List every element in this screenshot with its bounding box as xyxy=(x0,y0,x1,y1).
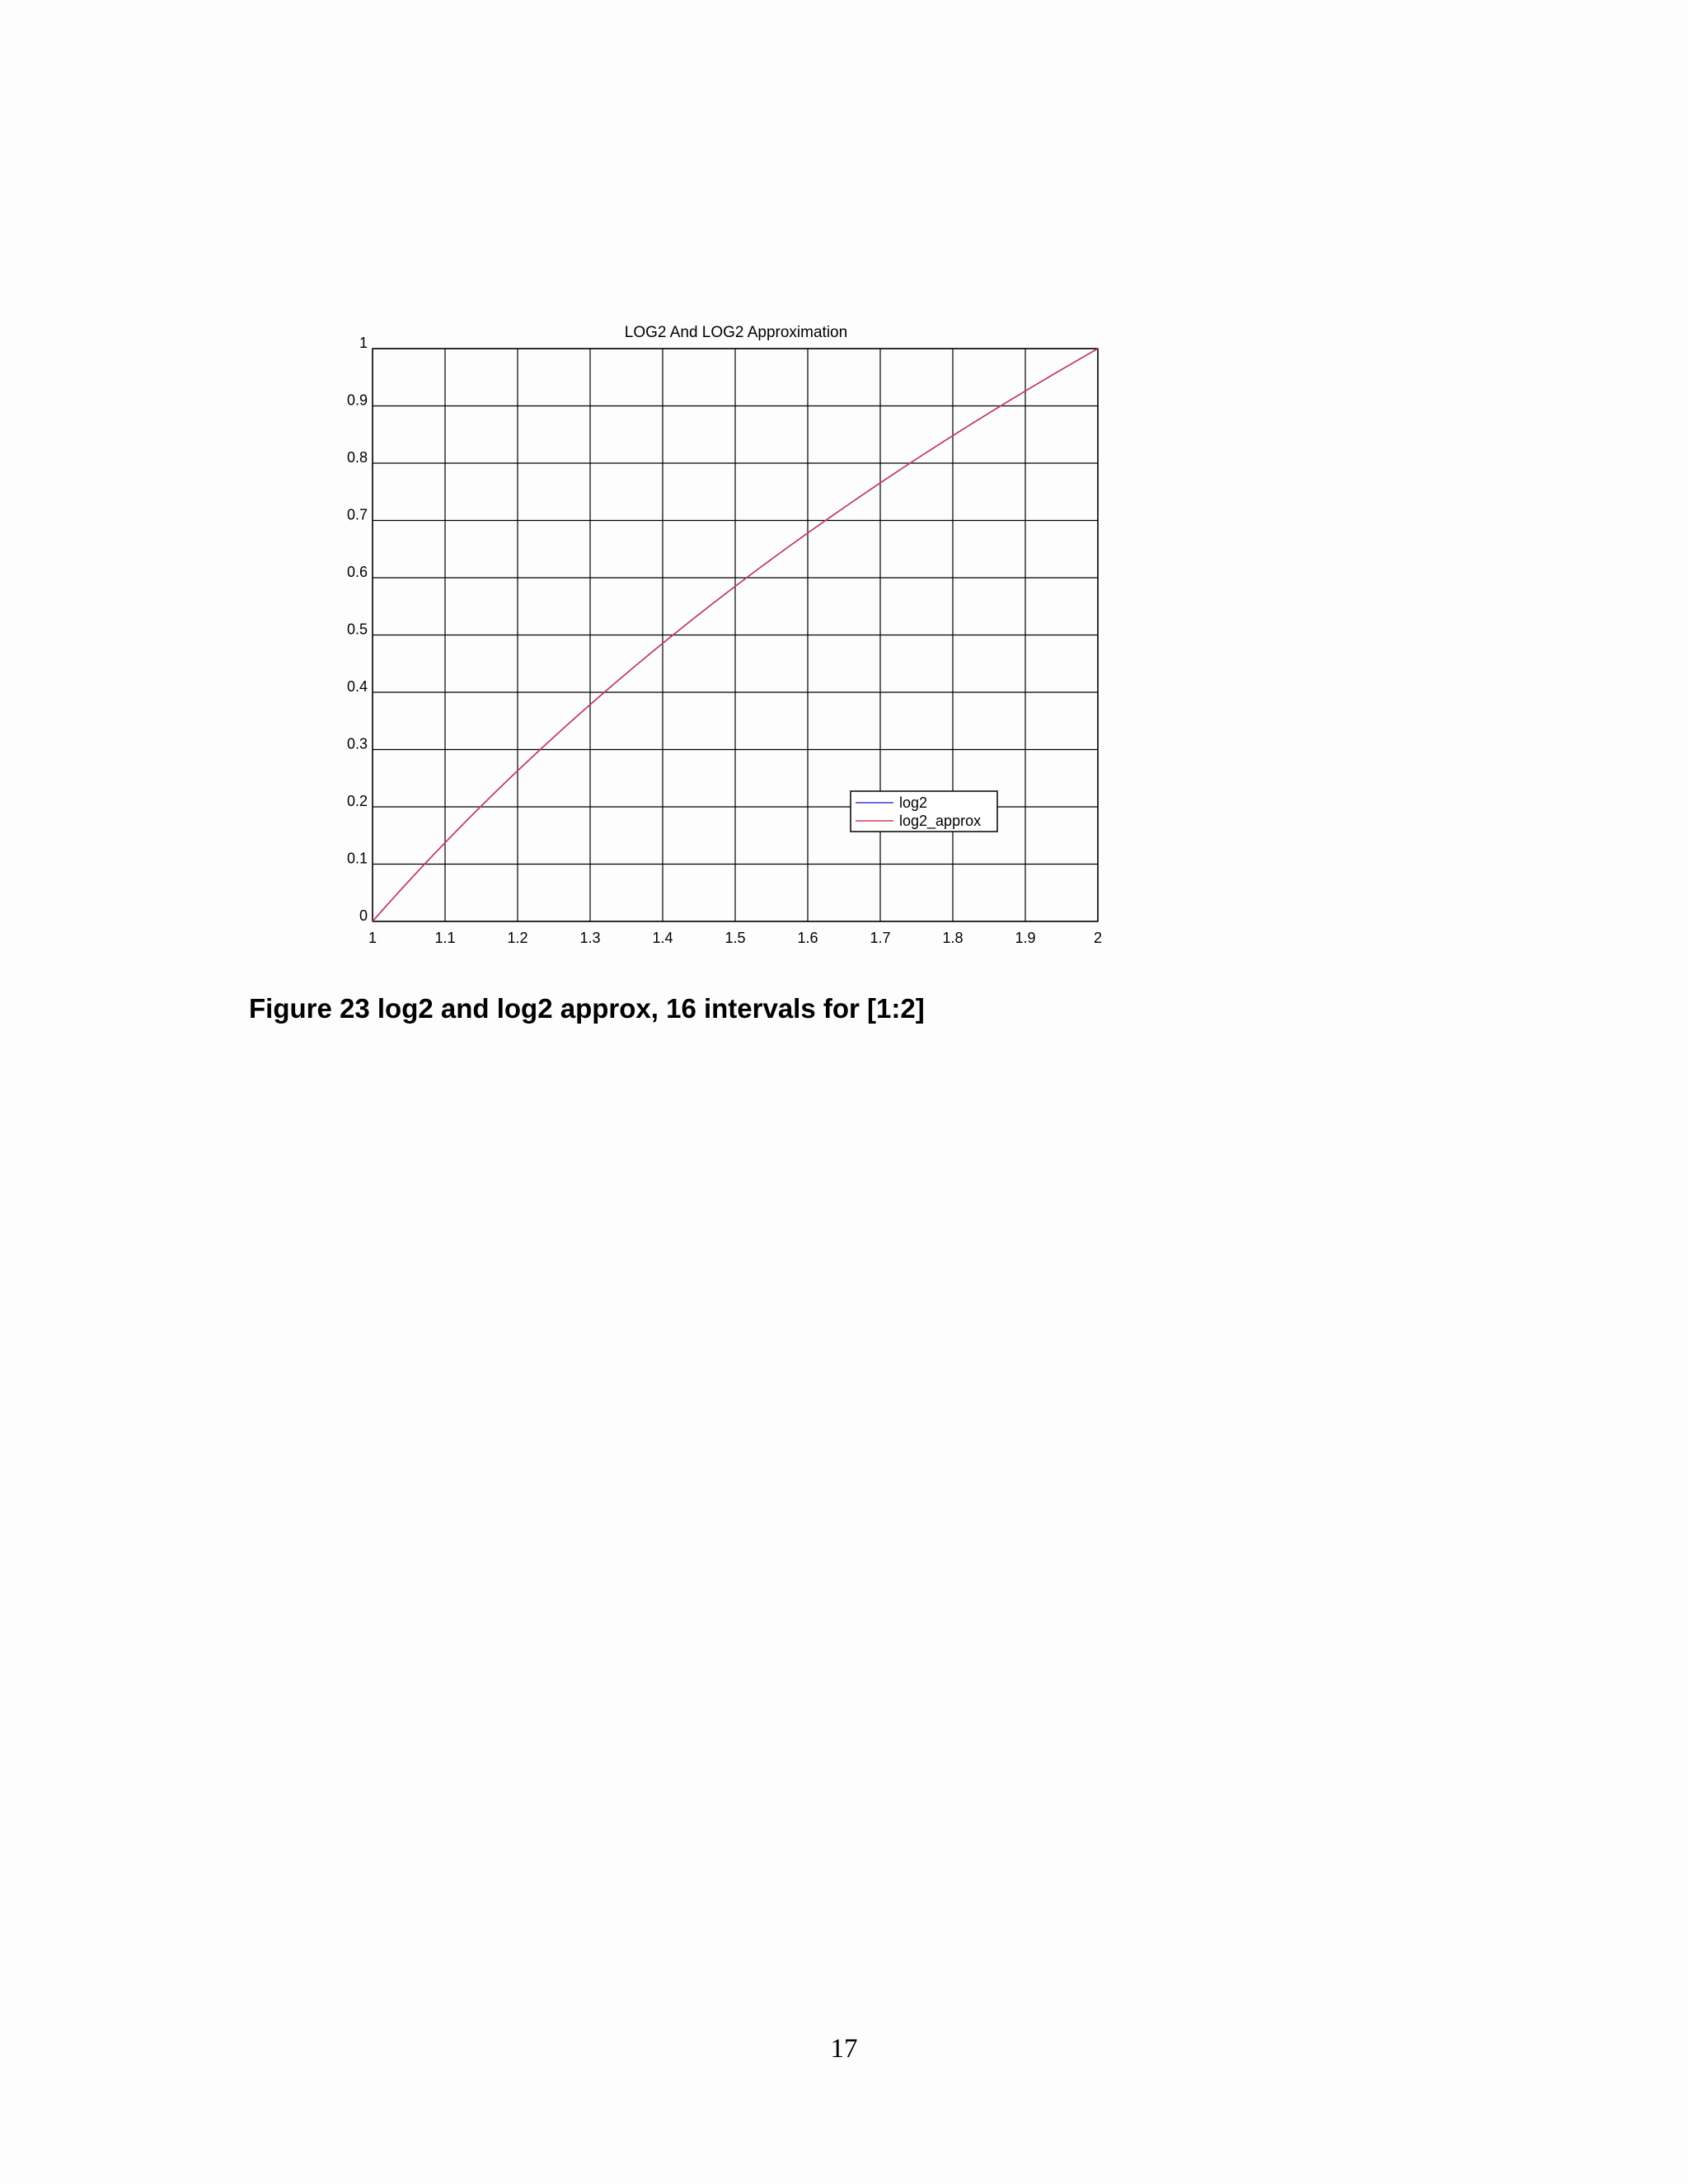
y-tick-label: 0.7 xyxy=(346,506,368,523)
y-tick-label: 0.1 xyxy=(346,850,368,867)
legend xyxy=(851,791,997,832)
grid xyxy=(373,349,1098,921)
tick-labels xyxy=(347,335,1102,946)
x-tick-label: 1 xyxy=(368,930,377,946)
x-tick-label: 1.3 xyxy=(579,930,601,946)
y-tick-label: 0.6 xyxy=(346,564,368,580)
x-tick-label: 1.7 xyxy=(870,930,891,946)
x-tick-label: 1.4 xyxy=(652,930,673,946)
y-tick-label: 0.8 xyxy=(346,449,368,466)
chart-title: LOG2 And LOG2 Approximation xyxy=(624,324,848,341)
y-tick-label: 0.2 xyxy=(346,793,368,809)
x-tick-label: 1.5 xyxy=(724,930,746,946)
y-tick-label: 0.4 xyxy=(346,678,368,695)
y-tick-label: 0 xyxy=(359,907,368,924)
y-tick-label: 0.9 xyxy=(346,391,368,409)
x-tick-label: 1.8 xyxy=(942,930,964,946)
legend-label: log2 xyxy=(899,794,928,811)
figure-caption: Figure 23 log2 and log2 approx, 16 intervals for [1:2] xyxy=(249,993,925,1024)
y-tick-label: 1 xyxy=(359,335,368,351)
x-tick-label: 2 xyxy=(1093,930,1103,946)
x-tick-label: 1.9 xyxy=(1015,930,1036,946)
page-number: 17 xyxy=(830,2034,858,2064)
y-tick-label: 0.5 xyxy=(346,621,368,638)
legend-label: log2_approx xyxy=(899,813,982,829)
x-tick-label: 1.6 xyxy=(797,930,818,946)
y-tick-label: 0.3 xyxy=(346,735,368,752)
x-tick-label: 1.1 xyxy=(434,930,456,946)
x-tick-label: 1.2 xyxy=(507,930,528,946)
